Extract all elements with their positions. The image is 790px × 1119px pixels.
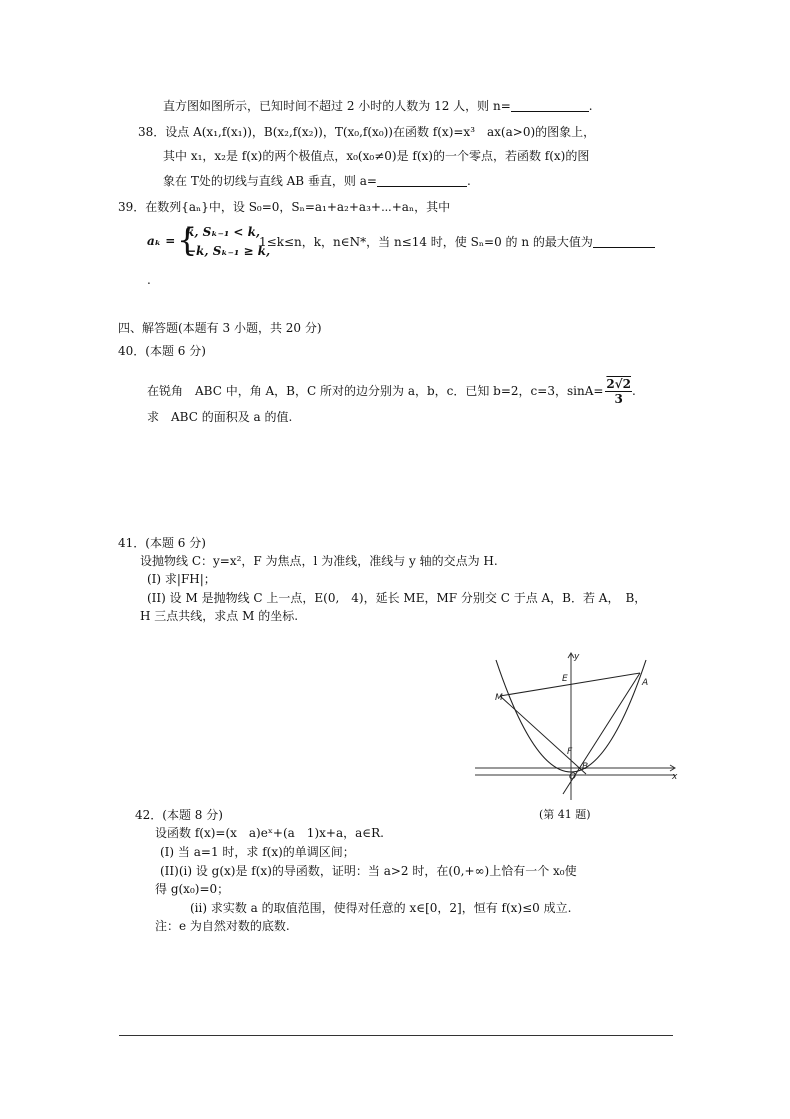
- label-E: E: [562, 674, 568, 684]
- label-O: O: [569, 772, 577, 782]
- q42-part3: (ii) 求实数 a 的取值范围，使得对任意的 x∈[0，2]，恒有 f(x)≤0 成立.: [190, 901, 572, 915]
- sinA-fraction: $\frac{2√2}{3}$: [606, 377, 632, 406]
- q39-condition: 1≤k≤n，k，n∈N*，当 n≤14 时，使 Sₙ=0 的 n 的最大值为: [259, 234, 655, 250]
- q42-part2b: 得 g(x₀)=0；: [155, 882, 230, 896]
- answer-blank[interactable]: [511, 99, 589, 112]
- label-y: y: [574, 652, 580, 662]
- q41-part2b: H 三点共线，求点 M 的坐标.: [140, 609, 299, 623]
- label-F: F: [567, 747, 573, 757]
- q37-continuation: 直方图如图所示，已知时间不超过 2 小时的人数为 12 人，则 n= .: [163, 99, 593, 113]
- q42-part2: (II)(i) 设 g(x)是 f(x)的导函数，证明：当 a>2 时，在(0,+∞)上恰有一个 x₀使: [160, 864, 577, 878]
- q39-case2: −k, Sₖ₋₁ ≥ k,: [186, 244, 271, 258]
- section4-title: 四、解答题(本题有 3 小题，共 20 分): [118, 321, 322, 335]
- q42-header: 42．(本题 8 分): [135, 808, 223, 822]
- q38-line1: 38．设点 A(x₁,f(x₁))，B(x₂,f(x₂))，T(x₀,f(x₀))在函数 f(x)=x³ ax(a>0)的图象上，: [138, 125, 596, 139]
- piecewise-brace: {: [177, 221, 198, 259]
- q40-line1: 在锐角 ABC 中，角 A，B，C 所对的边分别为 a，b，c．已知 b=2，c=3，sinA= $\frac{2√2}{3}$ .: [147, 377, 636, 406]
- label-B: B: [582, 762, 589, 772]
- line-MA: [500, 673, 640, 696]
- answer-blank[interactable]: [593, 235, 655, 248]
- q41-line1: 设抛物线 C：y=x²，F 为焦点，l 为准线，准线与 y 轴的交点为 H.: [140, 554, 498, 568]
- footer-divider: [119, 1035, 673, 1036]
- q42-part1: (I) 当 a=1 时，求 f(x)的单调区间；: [160, 845, 355, 859]
- answer-blank[interactable]: [377, 174, 467, 187]
- q40-line2: 求 ABC 的面积及 a 的值.: [147, 410, 293, 424]
- line-MB: [500, 696, 589, 774]
- q39-lhs: aₖ =: [147, 234, 176, 248]
- q40-header: 40．(本题 6 分): [118, 344, 206, 358]
- label-x: x: [672, 772, 678, 782]
- q41-part1: (I) 求|FH|；: [147, 572, 216, 586]
- q41-header: 41．(本题 6 分): [118, 536, 206, 550]
- figure-caption: (第 41 题): [539, 808, 591, 821]
- label-M: M: [495, 693, 503, 703]
- label-A: A: [642, 678, 649, 688]
- q38-line2: 其中 x₁，x₂是 f(x)的两个极值点，x₀(x₀≠0)是 f(x)的一个零点，若函数 f(x)的图: [163, 149, 590, 163]
- q38-line3: 象在 T处的切线与直线 AB 垂直，则 a= .: [163, 174, 471, 188]
- q39-line1: 39．在数列{aₙ}中，设 S₀=0，Sₙ=a₁+a₂+a₃+⋯+aₙ，其中: [118, 200, 451, 214]
- parabola-figure: [470, 648, 685, 813]
- q41-part2: (II) 设 M 是抛物线 C 上一点，E(0, 4)，延长 ME，MF 分别交 C 于点 A，B．若 A， B，: [147, 591, 647, 605]
- q39-case1: k, Sₖ₋₁ < k,: [186, 225, 261, 239]
- q42-note: 注：e 为自然对数的底数.: [155, 919, 290, 933]
- q39-end: .: [147, 273, 151, 287]
- q42-line1: 设函数 f(x)=(x a)eˣ+(a 1)x+a，a∈R.: [155, 826, 384, 840]
